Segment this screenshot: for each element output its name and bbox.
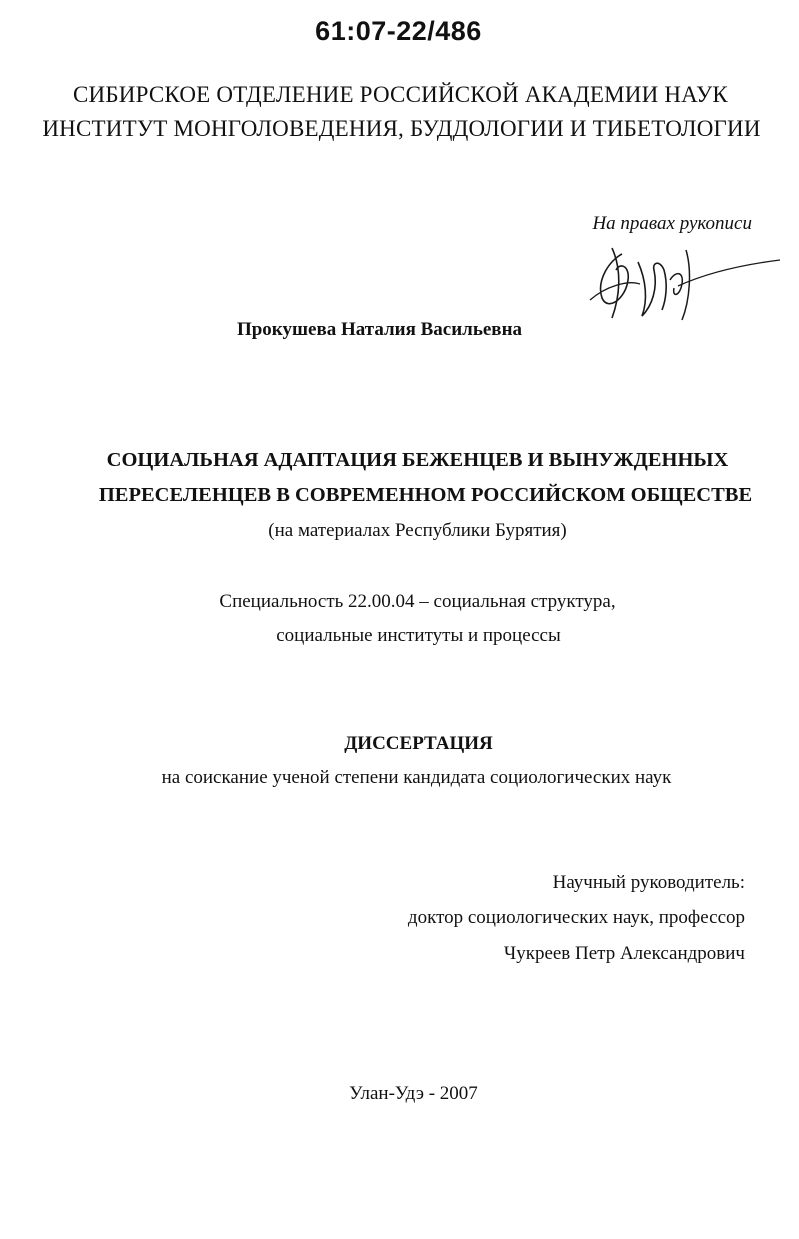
work-type-heading: ДИССЕРТАЦИЯ [344, 733, 493, 754]
specialty-line-1: Специальность 22.00.04 – социальная структура, [219, 591, 616, 612]
organization-line-1: СИБИРСКОЕ ОТДЕЛЕНИЕ РОССИЙСКОЙ АКАДЕМИИ НАУК [73, 82, 728, 107]
organization-line-2: ИНСТИТУТ МОНГОЛОВЕДЕНИЯ, БУДДОЛОГИИ И ТИБЕТОЛОГИИ [42, 116, 761, 141]
handwritten-signature [582, 240, 782, 322]
manuscript-rights-label: На правах рукописи [592, 213, 752, 234]
author-name: Прокушева Наталия Васильевна [236, 319, 523, 340]
specialty-line-2: социальные институты и процессы [276, 625, 561, 646]
dissertation-title-line-2: ПЕРЕСЕЛЕНЦЕВ В СОВРЕМЕННОМ РОССИЙСКОМ ОБЩЕСТВЕ [98, 484, 753, 506]
supervisor-credentials: доктор социологических наук, профессор [407, 907, 745, 928]
supervisor-label: Научный руководитель: [552, 872, 745, 893]
library-stamp-code: 61:07-22/486 [315, 16, 482, 46]
degree-statement: на соискание ученой степени кандидата социологических наук [161, 767, 672, 788]
place-and-year: Улан-Удэ - 2007 [349, 1083, 478, 1104]
dissertation-subtitle: (на материалах Республики Бурятия) [268, 520, 567, 541]
supervisor-name: Чукреев Петр Александрович [503, 943, 745, 964]
dissertation-title-line-1: СОЦИАЛЬНАЯ АДАПТАЦИЯ БЕЖЕНЦЕВ И ВЫНУЖДЕННЫХ [106, 449, 729, 471]
